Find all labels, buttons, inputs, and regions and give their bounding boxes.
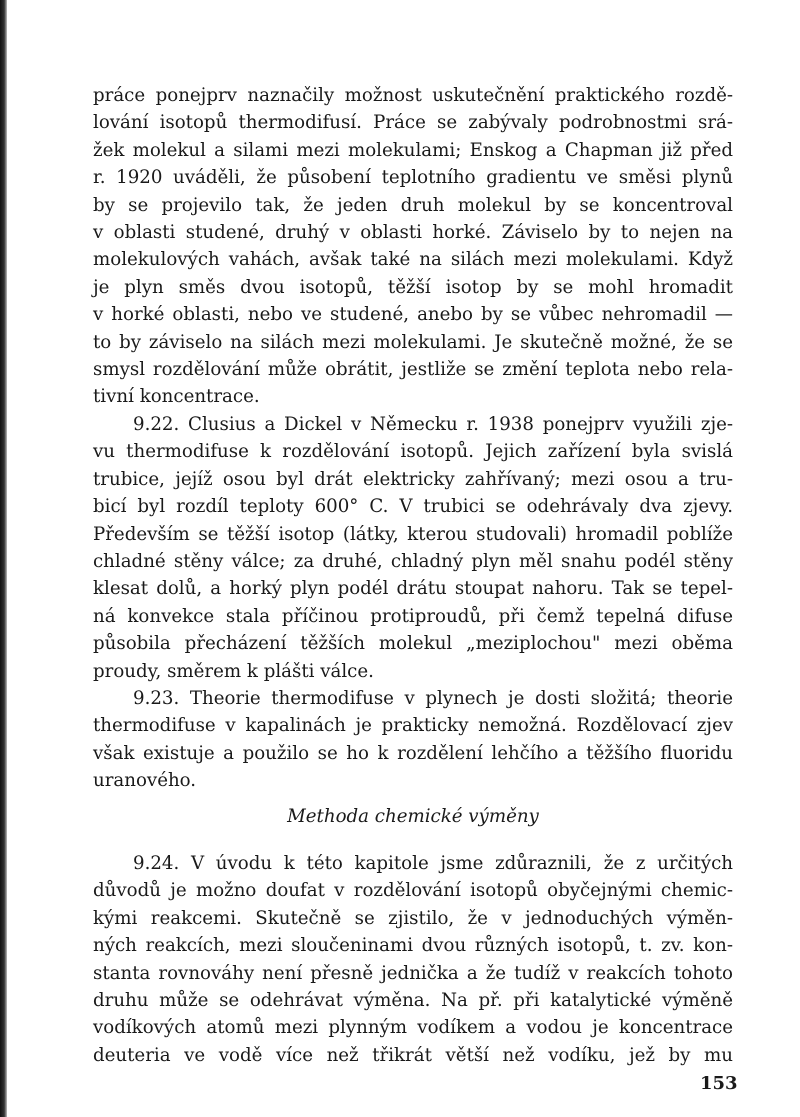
text-line: Především se těžší isotop (látky, kterou studovali) hromadil poblíže bbox=[93, 523, 733, 545]
text-line: důvodů je možno doufat v rozdělování isotopů obyčejnými chemic- bbox=[93, 880, 733, 902]
text-line: však existuje a použilo se ho k rozdělení lehčího a těžšího fluoridu bbox=[93, 742, 733, 764]
text-line: by se projevilo tak, že jeden druh molekul by se koncentroval bbox=[93, 194, 733, 216]
text-line: 9.24. V úvodu k této kapitole jsme zdůraznili, že z určitých bbox=[133, 852, 733, 874]
text-line: žek molekul a silami mezi molekulami; Enskog a Chapman již před bbox=[93, 139, 733, 161]
paragraph bbox=[93, 685, 733, 795]
text-line: klesat dolů, a horký plyn podél drátu stoupat nahoru. Tak se tepel- bbox=[93, 578, 733, 600]
text-line: ných reakcích, mezi sloučeninami dvou různých isotopů, t. zv. kon- bbox=[93, 935, 733, 957]
text-line: trubice, jejíž osou byl drát elektricky zahřívaný; mezi osou a tru- bbox=[93, 468, 733, 490]
text-line: vu thermodifuse k rozdělování isotopů. Jejich zařízení byla svislá bbox=[93, 441, 733, 463]
text-line: uranového. bbox=[93, 770, 197, 792]
text-line: 9.22. Clusius a Dickel v Německu r. 1938 ponejprv využili zje- bbox=[133, 413, 733, 435]
text-line: chladné stěny válce; za druhé, chladný plyn měl snahu podél stěny bbox=[93, 550, 733, 572]
text-line: smysl rozdělování může obrátit, jestliže se změní teplota nebo rela- bbox=[93, 359, 733, 381]
paragraph bbox=[93, 82, 733, 411]
text-line: druhu může se odehrávat výměna. Na př. při katalytické výměně bbox=[93, 990, 733, 1011]
text-line: tivní koncentrace. bbox=[93, 386, 260, 408]
text-line: kými reakcemi. Skutečně se zjistilo, že v jednoduchých výměn- bbox=[93, 907, 733, 929]
text-before-heading bbox=[93, 82, 733, 795]
text-line: stanta rovnováhy není přesně jednička a že tudíž v reakcích tohoto bbox=[93, 962, 733, 984]
text-line: vodíkových atomů mezi plynným vodíkem a vodou je koncentrace bbox=[93, 1017, 733, 1039]
text-line: ná konvekce stala příčinou protiproudů, při čemž tepelná difuse bbox=[93, 605, 733, 627]
book-page bbox=[93, 82, 733, 1069]
text-line: v oblasti studené, druhý v oblasti horké. Záviselo by to nejen na bbox=[93, 222, 733, 244]
book-binding-edge bbox=[0, 0, 7, 1117]
text-line: to by záviselo na silách mezi molekulami. Je skutečně možné, že se bbox=[93, 331, 733, 353]
text-line: bicí byl rozdíl teploty 600° C. V trubici se odehrávaly dva zjevy. bbox=[93, 496, 733, 518]
text-line: práce ponejprv naznačily možnost uskutečnění praktického rozdě- bbox=[93, 85, 733, 106]
text-line: působila přecházení těžších molekul „meziplochou" mezi oběma bbox=[93, 633, 733, 655]
text-line: deuteria ve vodě více než třikrát větší než vodíku, jež by mu bbox=[93, 1044, 733, 1066]
text-line: r. 1920 uváděli, že působení teplotního gradientu ve směsi plynů bbox=[93, 167, 733, 189]
text-line: lování isotopů thermodifusí. Práce se zabývaly podrobnostmi srá- bbox=[93, 112, 733, 134]
text-after-heading bbox=[93, 850, 733, 1069]
paragraph bbox=[93, 411, 733, 685]
text-line: thermodifuse v kapalinách je prakticky nemožná. Rozdělovací zjev bbox=[93, 715, 733, 737]
text-line: je plyn směs dvou isotopů, těžší isotop by se mohl hromadit bbox=[93, 276, 733, 298]
text-line: proudy, směrem k plášti válce. bbox=[93, 660, 374, 682]
page-number: 153 bbox=[700, 1073, 738, 1094]
text-line: molekulových vahách, avšak také na silách mezi molekulami. Když bbox=[93, 249, 733, 271]
text-line: 9.23. Theorie thermodifuse v plynech je dosti složitá; theorie bbox=[133, 687, 733, 709]
paragraph bbox=[93, 850, 733, 1069]
section-heading: Methoda chemické výměny bbox=[287, 805, 539, 827]
text-line: v horké oblasti, nebo ve studené, anebo by se vůbec nehromadil — bbox=[93, 304, 733, 326]
